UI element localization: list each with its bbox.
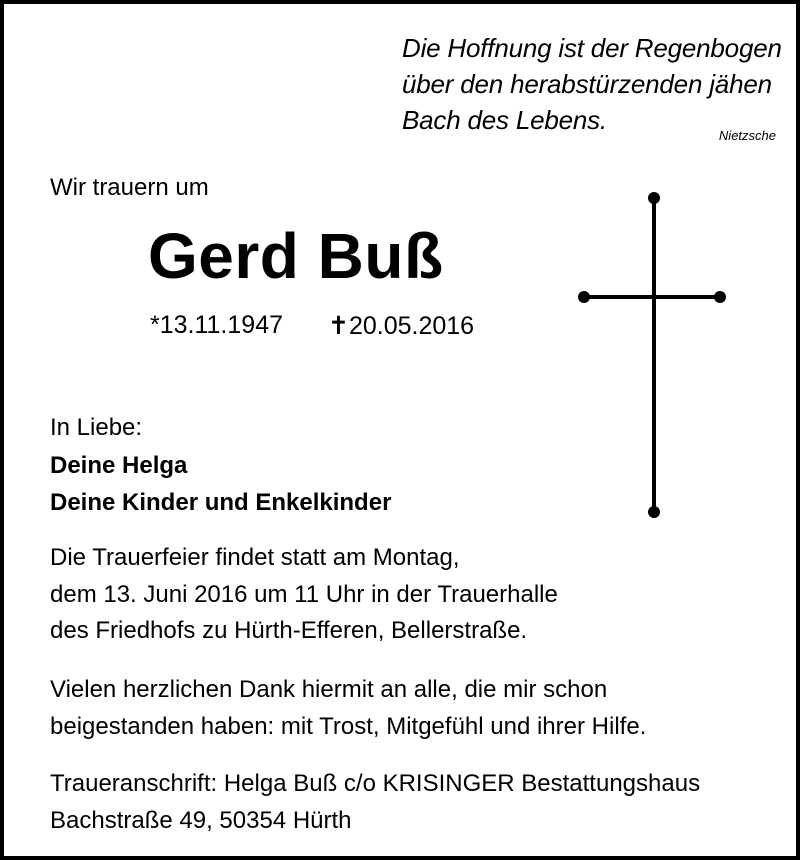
ceremony-line: Die Trauerfeier findet statt am Montag, [50, 544, 460, 571]
address-line: Bachstraße 49, 50354 Hürth [50, 806, 352, 834]
ceremony-info [50, 540, 558, 650]
quote-line: Die Hoffnung ist der Regenbogen [402, 33, 782, 63]
quote-line: Bach des Lebens. [402, 105, 607, 135]
deceased-name: Gerd Buß [148, 220, 444, 292]
thanks-line: Vielen herzlichen Dank hiermit an alle, die mir schon [50, 676, 608, 703]
quote-author: Nietzsche [718, 128, 776, 143]
intro-text: Wir trauern um [50, 174, 209, 201]
quote-line: über den herabstürzenden jähen [402, 69, 772, 99]
death-date: ✝20.05.2016 [328, 312, 475, 340]
ceremony-line: dem 13. Juni 2016 um 11 Uhr in der Trauerhalle [50, 580, 558, 608]
ceremony-line: des Friedhofs zu Hürth-Efferen, Bellerstraße. [50, 617, 528, 644]
thanks-line: beigestanden haben: mit Trost, Mitgefühl und ihrer Hilfe. [50, 712, 647, 740]
mourners-heading: In Liebe: [50, 414, 143, 441]
mourner-line: Deine Kinder und Enkelkinder [50, 489, 392, 516]
mourning-address [50, 766, 700, 839]
address-line: Traueranschrift: Helga Buß c/o KRISINGER Bestattungshaus [50, 770, 701, 797]
mourner-line: Deine Helga [50, 452, 188, 479]
quote [402, 30, 792, 138]
birth-date: *13.11.1947 [150, 311, 283, 339]
cross-icon [574, 190, 734, 520]
thanks-text [50, 672, 646, 745]
